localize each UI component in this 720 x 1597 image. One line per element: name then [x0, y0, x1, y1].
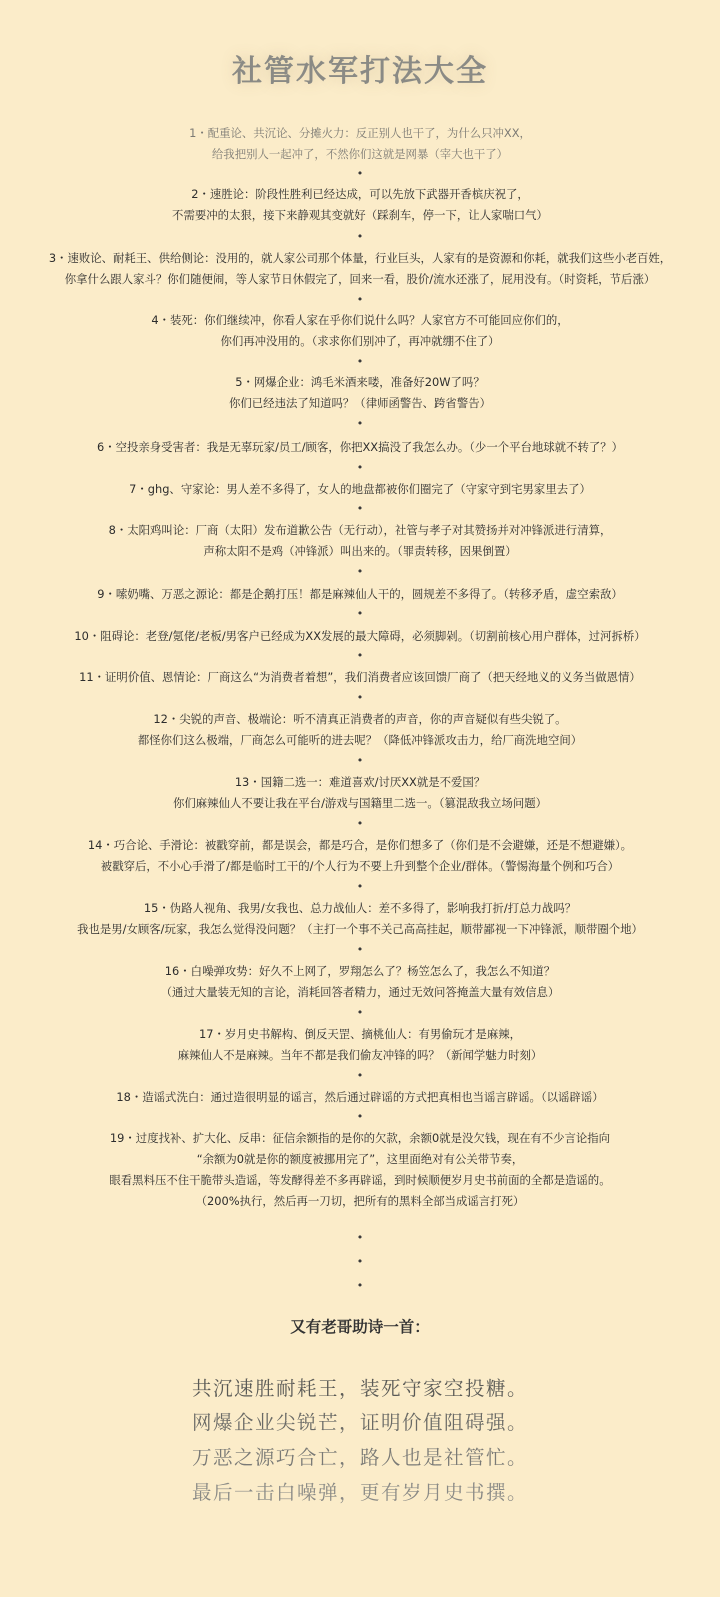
poem-line-3: 万恶之源巧合亡，路人也是社管忙。	[191, 1446, 528, 1469]
item-19-line-4: （200%执行，然后再一刀切，把所有的黑料全部当成谣言打死）	[195, 1194, 525, 1208]
separator-dot: •	[356, 880, 364, 893]
separator-dot: •	[356, 293, 364, 306]
poem-heading: 又有老哥助诗一首：	[290, 1318, 430, 1336]
separator-dot: •	[356, 649, 364, 662]
separator-dot: •	[356, 417, 364, 430]
item-19-line-2: “余额为0就是你的额度被挪用完了”，这里面绝对有公关带节奏，	[196, 1152, 524, 1166]
item-1-line-1: 1・配重论、共沉论、分摊火力：反正别人也干了，为什么只冲XX，	[189, 126, 531, 140]
poem-line-1: 共沉速胜耐耗王，装死守家空投糖。	[191, 1377, 528, 1400]
separator-dot: •	[356, 502, 364, 515]
item-12-line-2: 都怪你们这么极端，厂商怎么可能听的进去呢？（降低冲锋派攻击力，给厂商洗地空间）	[137, 733, 583, 747]
item-1-line-2: 给我把别人一起冲了，不然你们这就是网暴（宰大也干了）	[211, 147, 509, 161]
item-16-line-2: （通过大量装无知的言论，消耗回答者精力，通过无效问答掩盖大量有效信息）	[160, 985, 560, 999]
separator-dot: •	[356, 1231, 364, 1244]
item-14-line-1: 14・巧合论、手滑论：被戳穿前，都是误会，都是巧合，是你们想多了（你们是不会避嫌，还是不想避嫌）。	[87, 838, 633, 852]
page-title: 社管水军打法大全	[232, 54, 488, 89]
separator-dot: •	[356, 1255, 364, 1268]
item-12-line-1: 12・尖锐的声音、极端论：听不清真正消费者的声音，你的声音疑似有些尖锐了。	[153, 712, 567, 726]
item-3-line-2: 你拿什么跟人家斗？你们随便闹，等人家节日休假完了，回来一看，股价/流水还涨了，屁用没有。（时资耗，节后涨）	[64, 272, 656, 286]
separator-dot: •	[356, 230, 364, 243]
item-13-line-1: 13・国籍二选一：难道喜欢/讨厌XX就是不爱国？	[234, 775, 486, 789]
item-14-line-2: 被戳穿后，不小心手滑了/都是临时工干的/个人行为不要上升到整个企业/群体。（警惕海量个例和巧合）	[100, 859, 620, 873]
item-3-line-1: 3・速败论、耐耗王、供给侧论：没用的，就人家公司那个体量，行业巨头，人家有的是资源和你耗，就我们这些小老百姓，	[48, 251, 672, 265]
item-11-line-1: 11・证明价值、恩情论：厂商这么“为消费者着想”，我们消费者应该回馈厂商了（把天经地义的义务当做恩情）	[79, 670, 641, 684]
item-16-line-1: 16・白噪弹攻势：好久不上网了，罗翔怎么了？杨笠怎么了，我怎么不知道？	[164, 964, 556, 978]
separator-dot: •	[356, 607, 364, 620]
item-19-line-1: 19・过度找补、扩大化、反串：征信余额指的是你的欠款，余额0就是没欠钱，现在有不少言论指向	[109, 1131, 611, 1145]
separator-dot: •	[356, 943, 364, 956]
item-7-line-1: 7・ghg、守家论：男人差不多得了，女人的地盘都被你们圈完了（守家守到宅男家里去了）	[129, 482, 591, 496]
item-9-line-1: 9・嗦奶嘴、万恶之源论：都是企鹅打压！都是麻辣仙人干的，圆规差不多得了。（转移矛盾，虚空索敌）	[97, 587, 623, 601]
item-5-line-1: 5・网爆企业：鸿毛米酒来喽，准备好20W了吗？	[235, 375, 485, 389]
item-19-line-3: 眼看黑料压不住干脆带头造谣，等发酵得差不多再辟谣，到时候顺便岁月史书前面的全都是造谣的。	[109, 1173, 611, 1187]
separator-dot: •	[356, 461, 364, 474]
item-15-line-1: 15・伪路人视角、我男/女我也、总力战仙人：差不多得了，影响我打折/打总力战吗？	[143, 901, 577, 915]
separator-dot: •	[356, 1069, 364, 1082]
item-17-line-1: 17・岁月史书解构、倒反天罡、摘桃仙人：有男偷玩才是麻辣，	[198, 1027, 522, 1041]
separator-dot: •	[356, 754, 364, 767]
item-17-line-2: 麻辣仙人不是麻辣。当年不都是我们偷友冲锋的吗？（新闻学魅力时刻）	[177, 1048, 543, 1062]
item-2-line-2: 不需要冲的太狠，接下来静观其变就好（踩刹车，停一下，让人家喘口气）	[172, 208, 548, 222]
item-13-line-2: 你们麻辣仙人不要让我在平台/游戏与国籍里二选一。（篡混敌我立场问题）	[172, 796, 548, 810]
separator-dot: •	[356, 817, 364, 830]
separator-dot: •	[356, 691, 364, 704]
item-15-line-2: 我也是男/女顾客/玩家，我怎么觉得没问题？（主打一个事不关己高高挂起，顺带鄙视一下冲锋派，顺带圈个地）	[77, 922, 643, 936]
separator-dot: •	[356, 1279, 364, 1292]
separator-dot: •	[356, 355, 364, 368]
poem-line-4: 最后一击白噪弹，更有岁月史书撰。	[191, 1481, 528, 1504]
item-4-line-2: 你们再冲没用的。（求求你们别冲了，再冲就绷不住了）	[220, 334, 500, 348]
item-6-line-1: 6・空投亲身受害者：我是无辜玩家/员工/顾客，你把XX搞没了我怎么办。（少一个平台地球就不转了？）	[96, 440, 624, 454]
separator-dot: •	[356, 1110, 364, 1123]
separator-dot: •	[356, 565, 364, 578]
item-8-line-2: 声称太阳不是鸡（冲锋派）叫出来的。（罪责转移，因果倒置）	[203, 544, 517, 558]
poem-line-2: 网爆企业尖锐芒，证明价值阻碍强。	[191, 1411, 528, 1434]
item-8-line-1: 8・太阳鸡叫论：厂商（太阳）发布道歉公告（无行动），社管与孝子对其赞扬并对冲锋派进行清算，	[108, 523, 612, 537]
separator-dot: •	[356, 1006, 364, 1019]
separator-dot: •	[356, 167, 364, 180]
item-4-line-1: 4・装死：你们继续冲，你看人家在乎你们说什么吗？人家官方不可能回应你们的，	[151, 313, 569, 327]
item-10-line-1: 10・阻碍论：老登/氪佬/老板/男客户已经成为XX发展的最大障碍，必须脚剁。（切割前核心用户群体，过河拆桥）	[74, 629, 646, 643]
item-18-line-1: 18・造谣式洗白：通过造很明显的谣言，然后通过辟谣的方式把真相也当谣言辟谣。（以谣辟谣）	[116, 1090, 604, 1104]
item-5-line-2: 你们已经违法了知道吗？（律师函警告、跨省警告）	[229, 396, 491, 410]
item-2-line-1: 2・速胜论：阶段性胜利已经达成，可以先放下武器开香槟庆祝了，	[191, 187, 529, 201]
